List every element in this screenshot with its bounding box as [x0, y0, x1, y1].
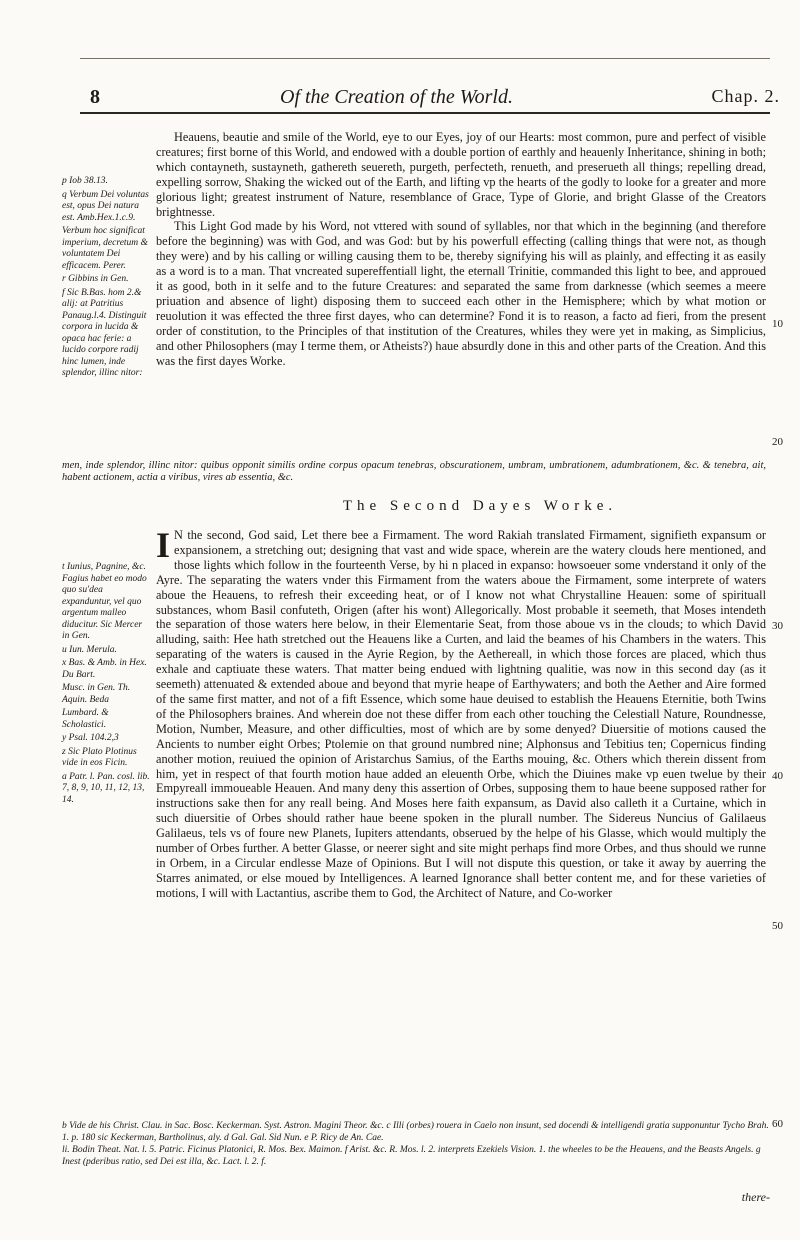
margin-note: x Bas. & Amb. in Hex. Du Bart. [62, 658, 147, 680]
line-number: 20 [772, 436, 783, 448]
header-rule [80, 112, 770, 114]
footnotes [62, 1120, 772, 1168]
paragraph-1: Heauens, beautie and smile of the World, eye to our Eyes, joy of our Hearts: most common, pure and perfect of visible creatures; first borne of this World, and endowed with a double portion of earthly and heauenly Inheritance, shining in both; which contayneth, sustayneth, gathereth seuereth, purgeth, perfecteth, renueth, and preserueth all things; repelling dread, expelling sorrow, Shaking the wicked out of the Earth, and lifting vp the hearts of the godly to looke for a greater and more glorious light; greatest instrument of Nature, resemblance of Grace, Type of Glorie, and bright Glasse of the Creators brightnesse. [156, 130, 766, 219]
line-number: 10 [772, 318, 783, 330]
page-header [80, 80, 780, 116]
continued-note: men, inde splendor, illinc nitor: quibus opponit similis ordine corpus opacum tenebras, obscurationem, umbram, umbrationem, adumbrationem, &c. & tenebra, ait, habent actionem, actia a viribus, vires ab essentia, &c. [62, 460, 766, 483]
catchword: there- [741, 1190, 770, 1204]
footnote: li. Bodin Theat. Nat. l. 5. Patric. Ficinus Platonici, R. Mos. Bex. Maimon. f Arist. &c. R. Mos. l. 2. interprets Ezekiels Vision. 1. the wheeles to be the Heauens, and the Beasts Angels. g Inest (pderibus ratio, sed Dei est illa, &c. Lact. l. 2. f. [62, 1145, 761, 1167]
chapter-label: Chap. 2. [711, 86, 780, 106]
margin-note: u Iun. Merula. [62, 644, 117, 655]
footnote: b Vide de his Christ. Clau. in Sac. Bosc. Keckerman. Syst. Astron. Magini Theor. &c. c Illi (orbes) rouera in Caelo non insunt, sed docendi & intelligendi gratia supponuntur Tycho Brah. 1. p. 180 sic Keckerman, Bartholinus, aly. d Gal. Gal. Sid Nun. e P. Ricy de An. Cae. [62, 1121, 769, 1143]
paragraph-2: This Light God made by his Word, not vttered with sound of syllables, nor that which in the beginning (and therefore before the beginning) was with God, and was God: but by his powerfull effecting (calling things that were not, as though they were) and by his calling or willing causing them to be, thereby signifying his will as plainly, and effecting it as easily as a word is to a man. That vncreated supereffentiall light, the eternall Trinitie, commanded this light to bee, and approued it as good, both in it selfe and to the future Creatures: and separated the same from darknesse (which seemes a meere priuation and absence of light) disposing them to succeed each other in the Hemisphere; which by what motion or reuolution it was effected the three first dayes, who can determine? Fond it is to reason, a facto ad fieri, from the present order of constitution, to the Principles of that institution of the Creatures, whiles they were yet in making, as Simplicius, and other Philosophers (may I terme them, or Atheists?) haue absurdly done in this and other parts of the Creation. And this was the first dayes Worke. [156, 219, 766, 368]
section-heading: The Second Dayes Worke. [342, 498, 618, 514]
line-number: 40 [772, 770, 783, 782]
top-edge-line [80, 58, 770, 59]
margin-note: p Iob 38.13. [62, 176, 108, 186]
margin-note: Lumbard. & Scholastici. [62, 708, 109, 730]
margin-note: Verbum hoc significat imperium, decretum & voluntatem Dei efficacem. Perer. [62, 226, 148, 271]
continued-margin-note [62, 460, 766, 484]
main-text-second-day [156, 525, 766, 901]
running-head: Of the Creation of the World. [280, 86, 513, 108]
margin-note: a Patr. l. Pan. cosl. lib. 7, 8, 9, 10, 11, 12, 13, 14. [62, 771, 150, 805]
margin-note: z Sic Plato Plotinus vide in eos Ficin. [62, 746, 137, 768]
drop-cap: I [156, 525, 171, 565]
line-number: 30 [772, 620, 783, 632]
paragraph-3-text: N the second, God said, Let there bee a Firmament. The word Rakiah translated Firmament, signifieth expansum or expansionem, a stretching out; designing that vast and wide space, wherein are the watery clouds here mentioned, and those lights which follow in the fourteenth Verse, by hi n placed in expanso: howsoeuer some vnderstand it only of the Ayre. The separating the waters vnder this Firmament from the waters aboue the Firmament, some interprete of waters aboue the Heauens, to refresh their exceeding heat, or of I know not what Chrystalline Heauen: some of spirituall substances, whom Basil confuteth, Origen (after his wont) Allegorically. Most probable it seemeth, that Moses intendeth the separation of those waters here below, in their Elementarie Seat, from those aboue vs in the clouds; to which David alluding, saith: Hee hath stretched out the Heauens like a Curten, and laid the beames of his Chambers in the waters. This separating of the waters is caused in the Ayrie Region, by the Aethereall, in which those forces are placed, which thus exhale and captiuate these waters. That matter being endued with lightning qualitie, was now in this second day (as it seemeth) attenuated & extended aboue and beyond that myrie heape of Earthywaters; and both the Aether and Aire formed of the same first matter, and not of a fift Essence, which some haue deuised to establish the Heauens Eternitie, both Twins of the Philosophers braines. And wherein doe not these differ from each other touching the Celestiall Nature, Roundnesse, Motion, Number, Measure, and other difficulties, most of which are by some denyed? Diuersitie of motions caused the Ancients to number eight Orbes; Ptolemie on that ground numbred nine; Alphonsus and Tebitius ten; Copernicus finding another motion, reuiued the opinion of Aristarchus Samius, of the Earths mouing, &c. Others which therein dissent from him, yet in respect of that fourth motion haue added an eleuenth Orbe, which the Diuines make vp euen twelue by their Empyreall immoueable Heauen. And many deny this assertion of Orbes, supposing them to haue beene supposed rather for instructions sake then for any reall being. And Moses here faith expansum, as David also calleth it a Curtaine, which in such diuersitie of Orbes should rather haue beene spoken in the plurall number. The Sidereus Nuncius of Galilaeus Galilaeus, tels vs of foure new Planets, Iupiters attendants, obserued by the helpe of his Glasse, which would multiply the number of Orbes further. A better Glasse, or neerer sight and site might perhaps find more Orbes, and thus should we runne in Orbem, in a Circular endlesse Maze of Opinions. But I will not dispute this question, or take it away by auerring the Starres animated, or else moued by Intelligences. A learned Ignorance shall better content me, and for these varieties of motions, I will with Lactantius, ascribe them to God, the Architect of Nature, and Co-worker [156, 528, 766, 900]
paragraph-3 [156, 525, 766, 901]
line-number: 50 [772, 920, 783, 932]
page-number: 8 [90, 86, 100, 108]
margin-note: y Psal. 104.2,3 [62, 733, 119, 743]
main-text-top [156, 130, 766, 369]
margin-note: f Sic B.Bas. hom 2.& alij: at Patritius Panaug.l.4. Distinguit corpora in lucida & opaca hac ferie: a lucido corpore radij hinc lumen, inde splendor, illinc nitor: [62, 287, 147, 378]
margin-note: Musc. in Gen. Th. Aquin. Beda [62, 683, 131, 705]
line-number: 60 [772, 1118, 783, 1130]
margin-note: t Iunius, Pagnine, &c. Fagius habet eo modo quo su'dea expanduntur, vel quo argentum malleo diducitur. Sic Mercer in Gen. [62, 562, 147, 641]
margin-notes-top [62, 176, 150, 382]
margin-notes-bottom [62, 562, 150, 808]
margin-note: q Verbum Dei voluntas est, opus Dei natura est. Amb.Hex.1.c.9. [62, 189, 149, 223]
margin-note: r Gibbins in Gen. [62, 274, 129, 284]
